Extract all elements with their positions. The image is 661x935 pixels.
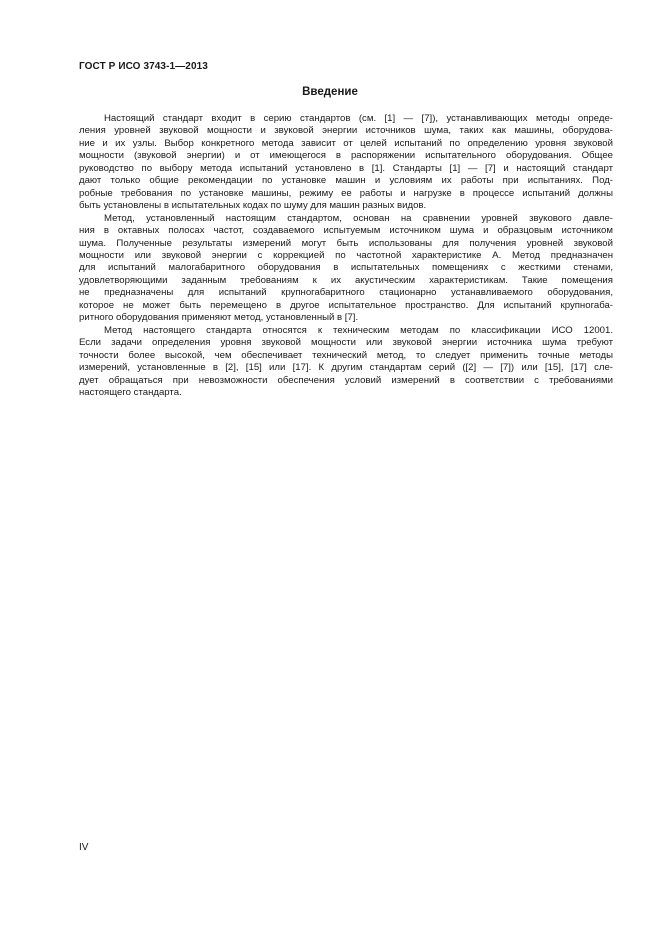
text-line: робные требования по установке машины, режиму ее работы и нагрузке в процессе испытаний должны	[79, 187, 613, 199]
text-line: удовлетворяющими заданным требованиям к их акустическим характеристикам. Такие помещения	[79, 274, 613, 286]
paragraph-1	[79, 113, 613, 213]
page-number: IV	[79, 842, 89, 853]
text-line: Метод настоящего стандарта относятся к техническим методам по классификации ИСО 12001.	[104, 324, 613, 336]
text-line: Если задачи определения уровня звуковой мощности или звуковой энергии источника шума требуют	[79, 337, 613, 349]
paragraph-2	[79, 213, 613, 325]
text-line: мощности (звуковой энергии) и от имеющегося в распоряжении испытательного оборудования. Общее	[79, 150, 613, 162]
text-line: быть установлены в испытательных кодах по шуму для машин разных видов.	[79, 200, 427, 212]
text-line: Метод, установленный настоящим стандартом, основан на сравнении уровней звукового давле-	[104, 212, 613, 224]
text-line: ления уровней звуковой мощности и звуковой энергии источников шума, таких как машины, оборудова-	[79, 125, 613, 137]
text-line: настоящего стандарта.	[79, 386, 182, 398]
document-header: ГОСТ Р ИСО 3743-1—2013	[79, 61, 208, 72]
text-line: шума. Полученные результаты измерений могут быть использованы для получения уровней звуковой	[79, 237, 613, 249]
text-line: которое не может быть перемещено в другое испытательное пространство. Для испытаний крупногаба-	[79, 299, 613, 311]
text-line: ние и их узлы. Выбор конкретного метода зависит от целей испытаний по определению уровня звуковой	[79, 137, 613, 149]
text-line: не предназначены для испытаний крупногабаритного стационарно устанавливаемого оборудования,	[79, 287, 613, 299]
text-line: Настоящий стандарт входит в серию стандартов (см. [1] — [7]), устанавливающих методы опреде-	[104, 113, 613, 124]
paragraph-3	[79, 325, 613, 400]
text-line: ритного оборудования применяют метод, установленный в [7].	[79, 312, 359, 324]
text-line: для испытаний малогабаритного оборудования в испытательных помещениях с жесткими стенами,	[79, 262, 613, 274]
text-line: мощности или звуковой энергии с коррекцией по частотной характеристике А. Метод предназначен	[79, 249, 613, 261]
text-line: ния в октавных полосах частот, создаваемого испытуемым источником шума и образцовым источником	[79, 225, 613, 237]
text-line: точности более высокой, чем обеспечивает технический метод, то следует применить точные методы	[79, 349, 613, 361]
body-text	[79, 113, 613, 399]
text-line: дует обращаться при невозможности обеспечения условий измерений в соответствии с требованиями	[79, 374, 613, 386]
text-line: руководство по выбору метода испытаний установлено в [1]. Стандарты [1] — [7] и настоящий стандарт	[79, 162, 613, 174]
text-line: измерений, установленные в [2], [15] или [17]. К другим стандартам серий ([2] — [7]) или [15], [17] сле-	[79, 362, 613, 374]
section-title: Введение	[302, 86, 358, 98]
text-line: дают только общие рекомендации по установке машин и условиям их работы при испытаниях. Под-	[79, 175, 613, 187]
